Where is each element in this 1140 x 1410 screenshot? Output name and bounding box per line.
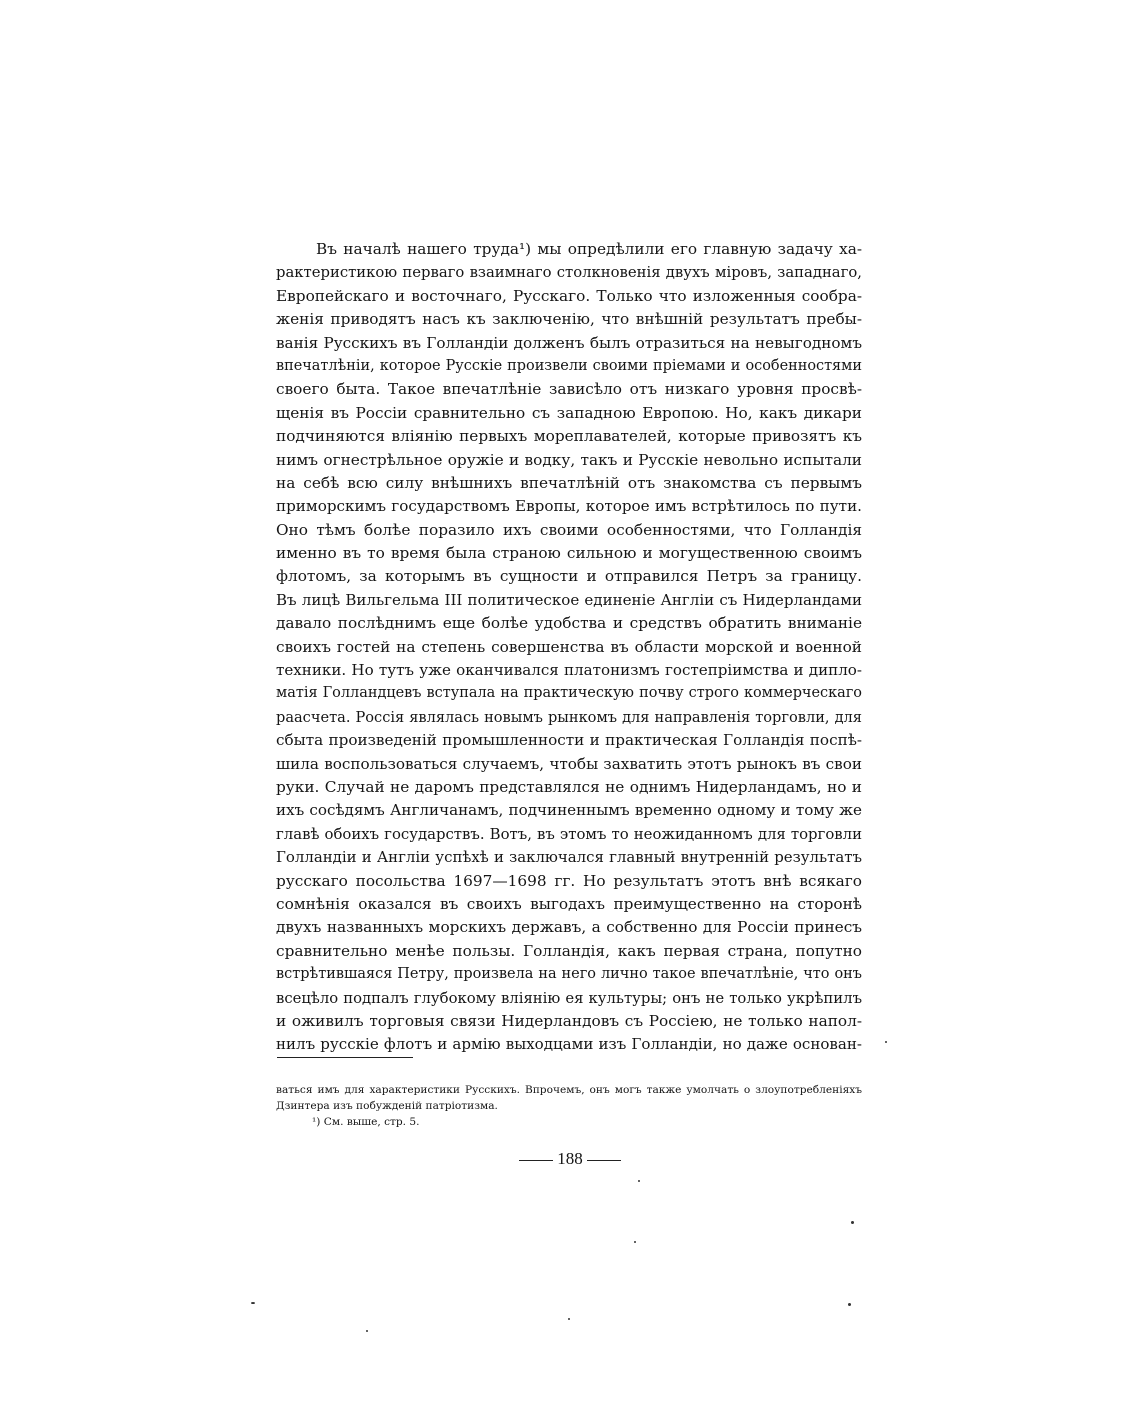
text-line: матія Голландцевъ вступала на практическую почву строго коммерческаго [276, 685, 862, 702]
text-line: подчиняются вліянію первыхъ мореплавателей, которые привозятъ къ [276, 427, 862, 446]
page-number-dash-right [587, 1160, 621, 1161]
text-line: русскаго посольства 1697—1698 гг. Но результатъ этотъ внѣ всякаго [276, 871, 862, 890]
text-line: приморскимъ государствомъ Европы, которое имъ встрѣтилось по пути. [276, 497, 862, 516]
main-text-block [276, 238, 862, 1057]
text-line: встрѣтившаяся Петру, произвела на него лично такое впечатлѣніе, что онъ [276, 966, 862, 983]
footnote-separator [277, 1057, 413, 1058]
text-line: женія приводятъ насъ къ заключенію, что внѣшній результатъ пребы- [276, 310, 862, 329]
text-line: нилъ русскіе флотъ и армію выходцами изъ Голландіи, но даже основан- [276, 1035, 862, 1054]
scan-speck [251, 1302, 255, 1304]
footnotes-block [276, 1082, 862, 1130]
text-line: щенія въ Россіи сравнительно съ западною Европою. Но, какъ дикари [276, 403, 862, 422]
text-line: главѣ обоихъ государствъ. Вотъ, въ этомъ то неожиданномъ для торговли [276, 824, 862, 843]
text-line: своихъ гостей на степень совершенства въ области морской и военной [276, 637, 862, 656]
footnote-continuation-line: Дзинтера изъ побужденій патріотизма. [276, 1100, 498, 1112]
page-number-value: 188 [557, 1149, 583, 1168]
scan-speck [568, 1318, 570, 1320]
text-line: впечатлѣніи, которое Русскіе произвели своими пріемами и особенностями [276, 357, 862, 374]
text-line: нимъ огнестрѣльное оружіе и водку, такъ и Русскіе невольно испытали [276, 450, 862, 469]
text-line: раасчета. Россія являлась новымъ рынкомъ для направленія торговли, для [276, 708, 862, 726]
text-line: Европейскаго и восточнаго, Русскаго. Только что изложенныя сообра- [276, 286, 862, 305]
text-line: ихъ сосѣдямъ Англичанамъ, подчиненнымъ временно одному и тому же [276, 801, 862, 820]
text-line: техники. Но тутъ уже оканчивался платонизмъ гостепріимства и дипло- [276, 661, 862, 680]
scan-speck [634, 1241, 636, 1243]
page-number [470, 1148, 670, 1170]
scan-speck [638, 1180, 640, 1182]
footnote-continuation-line: ваться имъ для характеристики Русскихъ. Впрочемъ, онъ могъ также умолчать о злоупотребленіяхъ [276, 1084, 862, 1096]
text-line: ванія Русскихъ въ Голландіи долженъ былъ отразиться на невыгодномъ [276, 333, 862, 352]
text-line: флотомъ, за которымъ въ сущности и отправился Петръ за границу. [276, 567, 862, 586]
scan-speck [851, 1221, 854, 1224]
page-number-dash-left [519, 1160, 553, 1161]
text-line: всецѣло подпалъ глубокому вліянію ея культуры; онъ не только укрѣпилъ [276, 989, 862, 1007]
text-line: сбыта произведеній промышленности и практическая Голландія поспѣ- [276, 731, 862, 750]
text-line: Голландіи и Англіи успѣхѣ и заключался главный внутренній результатъ [276, 848, 862, 867]
scan-speck [885, 1041, 887, 1043]
scan-speck [366, 1330, 368, 1332]
text-line: шила воспользоваться случаемъ, чтобы захватить этотъ рынокъ въ свои [276, 754, 862, 773]
text-line: двухъ названныхъ морскихъ державъ, а собственно для Россіи принесъ [276, 918, 862, 937]
text-line: Въ началѣ нашего труда¹) мы опредѣлили его главную задачу ха- [316, 240, 862, 258]
text-line: на себѣ всю силу внѣшнихъ впечатлѣній отъ знакомства съ первымъ [276, 473, 862, 492]
text-line: руки. Случай не даромъ представлялся не однимъ Нидерландамъ, но и [276, 777, 862, 796]
text-line: именно въ то время была страною сильною и могущественною своимъ [276, 544, 862, 563]
text-line: Въ лицѣ Вильгельма III политическое единеніе Англіи съ Нидерландами [276, 590, 862, 609]
text-line: рактеристикою перваго взаимнаго столкновенія двухъ міровъ, западнаго, [276, 264, 862, 282]
text-line: своего быта. Такое впечатлѣніе зависѣло отъ низкаго уровня просвѣ- [276, 380, 862, 399]
text-line: Оно тѣмъ болѣе поразило ихъ своими особенностями, что Голландія [276, 520, 862, 539]
text-line: сравнительно менѣе пользы. Голландія, какъ первая страна, попутно [276, 941, 862, 960]
text-line: и оживилъ торговыя связи Нидерландовъ съ Россіею, не только напол- [276, 1011, 862, 1030]
footnote-1: ¹) См. выше, стр. 5. [312, 1116, 420, 1128]
text-line: давало послѣднимъ еще болѣе удобства и средствъ обратить вниманіе [276, 614, 862, 633]
text-line: сомнѣнія оказался въ своихъ выгодахъ преимущественно на сторонѣ [276, 894, 862, 913]
scan-speck [848, 1303, 851, 1306]
